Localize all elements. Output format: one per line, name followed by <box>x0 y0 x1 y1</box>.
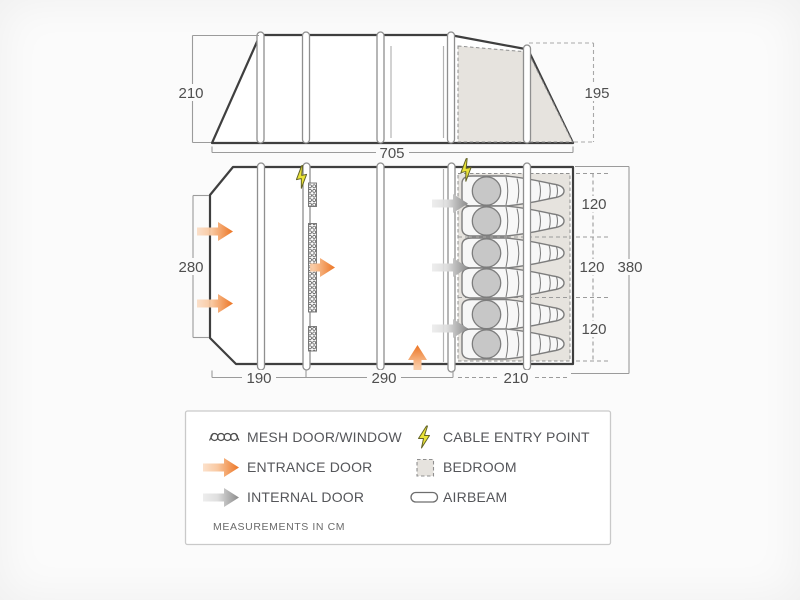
legend-label: INTERNAL DOOR <box>247 489 365 505</box>
dimension-label: 290 <box>371 370 397 387</box>
airbeam-pole <box>377 163 384 370</box>
legend-label: ENTRANCE DOOR <box>247 459 373 475</box>
dimension-label: 120 <box>581 196 607 213</box>
airbeam-pole <box>524 45 531 143</box>
legend <box>186 411 611 545</box>
pill-outline-icon <box>411 493 438 503</box>
legend-label: CABLE ENTRY POINT <box>443 429 590 445</box>
airbeam-pole <box>257 32 264 143</box>
mesh-door-strip <box>309 327 317 352</box>
dimension-bedroom-sections <box>576 174 610 362</box>
dimension-plan-left <box>176 196 209 338</box>
airbeam-pole <box>303 32 310 143</box>
floor-plan-view <box>176 158 646 387</box>
dimension-label: 120 <box>581 321 607 338</box>
dimension-label: 120 <box>579 259 605 276</box>
airbeam-pole <box>377 32 384 143</box>
dimension-label: 705 <box>379 145 405 162</box>
dimension-label: 190 <box>246 370 272 387</box>
legend-label: MESH DOOR/WINDOW <box>247 429 402 445</box>
dimension-label: 210 <box>178 85 204 102</box>
legend-label: BEDROOM <box>443 459 517 475</box>
airbeam-pole <box>524 163 531 370</box>
dimension-plan-bottom <box>212 370 568 387</box>
bedroom-shaded-side <box>458 46 573 142</box>
legend-note: MEASUREMENTS IN CM <box>213 521 346 533</box>
side-elevation-view <box>177 32 613 162</box>
dimension-total-width <box>212 145 573 162</box>
dimension-label: 195 <box>584 85 610 102</box>
dimension-label: 280 <box>178 259 204 276</box>
dashed-square-icon <box>417 460 434 477</box>
airbeam-pole <box>258 163 265 370</box>
dimension-label: 210 <box>503 370 529 387</box>
mesh-door-strip <box>309 183 317 207</box>
airbeam-pole <box>448 32 455 143</box>
dimension-label: 380 <box>617 259 643 276</box>
legend-label: AIRBEAM <box>443 489 508 505</box>
